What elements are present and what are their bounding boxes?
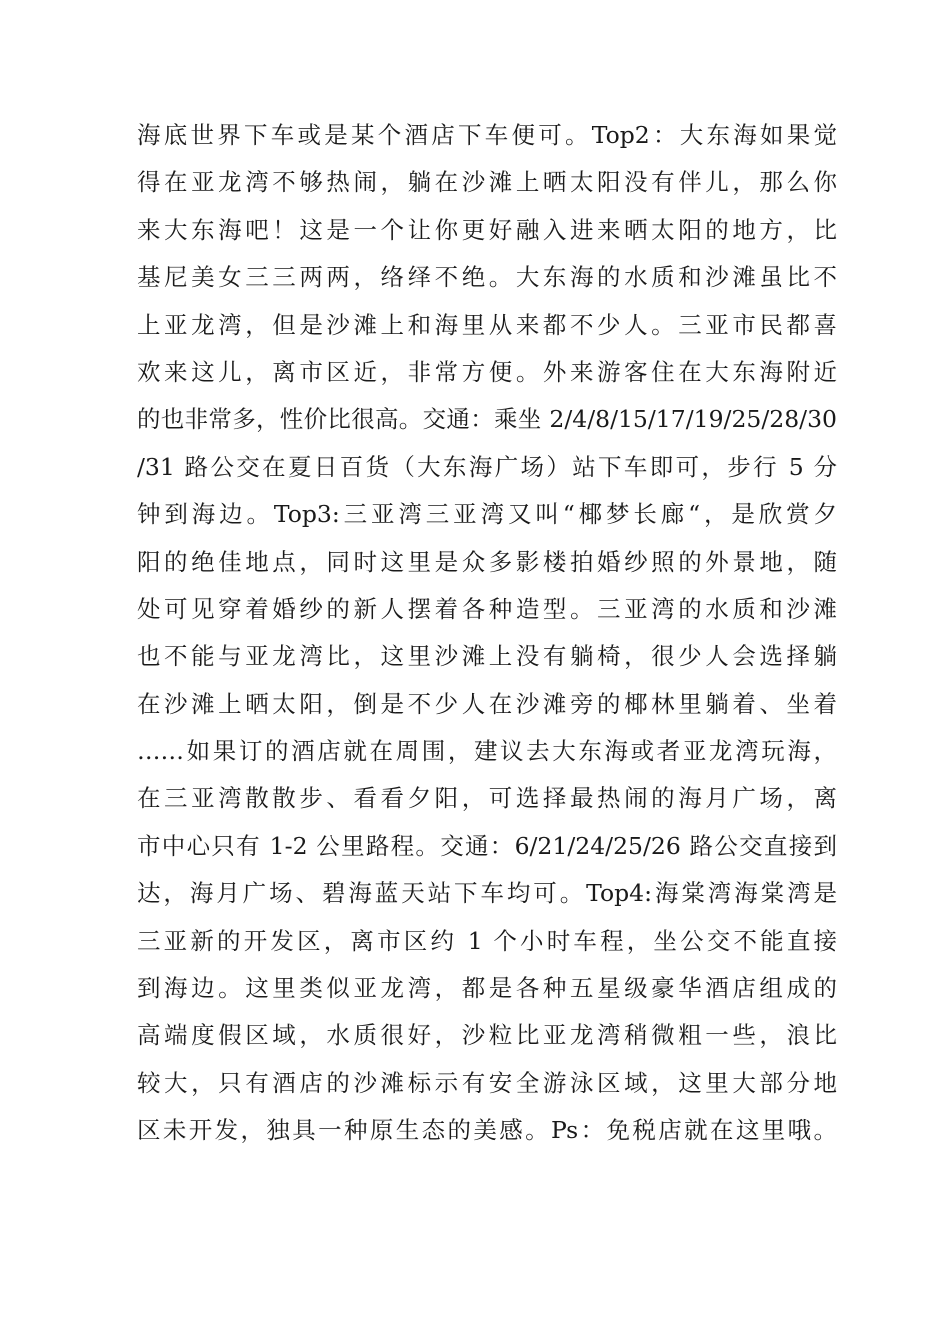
text-line: 达，海月广场、碧海蓝天站下车均可。Top4:海棠湾海棠湾是 — [137, 879, 837, 908]
text-line: 较大，只有酒店的沙滩标示有安全游泳区域，这里大部分地 — [137, 1068, 837, 1097]
text-line: 高端度假区域，水质很好，沙粒比亚龙湾稍微粗一些，浪比 — [137, 1021, 837, 1050]
text-line: 来大东海吧！这是一个让你更好融入进来晒太阳的地方，比 — [137, 215, 837, 244]
text-line: 基尼美女三三两两，络绎不绝。大东海的水质和沙滩虽比不 — [137, 263, 837, 292]
text-line: 处可见穿着婚纱的新人摆着各种造型。三亚湾的水质和沙滩 — [137, 594, 837, 623]
text-line: 市中心只有 1-2 公里路程。交通：6/21/24/25/26 路公交直接到 — [137, 831, 837, 860]
text-line: 上亚龙湾，但是沙滩上和海里从来都不少人。三亚市民都喜 — [137, 310, 837, 339]
text-line: 三亚新的开发区，离市区约 1 个小时车程，坐公交不能直接 — [137, 926, 837, 955]
text-line: 也不能与亚龙湾比，这里沙滩上没有躺椅，很少人会选择躺 — [137, 642, 837, 671]
text-line: 在沙滩上晒太阳，倒是不少人在沙滩旁的椰林里躺着、坐着 — [137, 689, 837, 718]
text-line: ……如果订的酒店就在周围，建议去大东海或者亚龙湾玩海， — [137, 737, 837, 766]
text-line: 得在亚龙湾不够热闹，躺在沙滩上晒太阳没有伴儿，那么你 — [137, 168, 837, 197]
text-line: /31 路公交在夏日百货（大东海广场）站下车即可，步行 5 分 — [137, 452, 837, 481]
text-line: 钟到海边。Top3:三亚湾三亚湾又叫“椰梦长廊“，是欣赏夕 — [137, 500, 837, 529]
text-line: 海底世界下车或是某个酒店下车便可。Top2：大东海如果觉 — [137, 121, 837, 149]
text-line: 到海边。这里类似亚龙湾，都是各种五星级豪华酒店组成的 — [137, 974, 837, 1003]
body-text — [137, 112, 837, 1155]
text-line: 阳的绝佳地点，同时这里是众多影楼拍婚纱照的外景地，随 — [137, 547, 837, 576]
text-line: 的也非常多，性价比很高。交通：乘坐 2/4/8/15/17/19/25/28/30 — [137, 405, 837, 434]
text-line: 欢来这儿，离市区近，非常方便。外来游客住在大东海附近 — [137, 357, 837, 386]
text-line: 区未开发，独具一种原生态的美感。Ps：免税店就在这里哦。 — [137, 1116, 837, 1145]
text-line: 在三亚湾散散步、看看夕阳，可选择最热闹的海月广场，离 — [137, 784, 837, 813]
